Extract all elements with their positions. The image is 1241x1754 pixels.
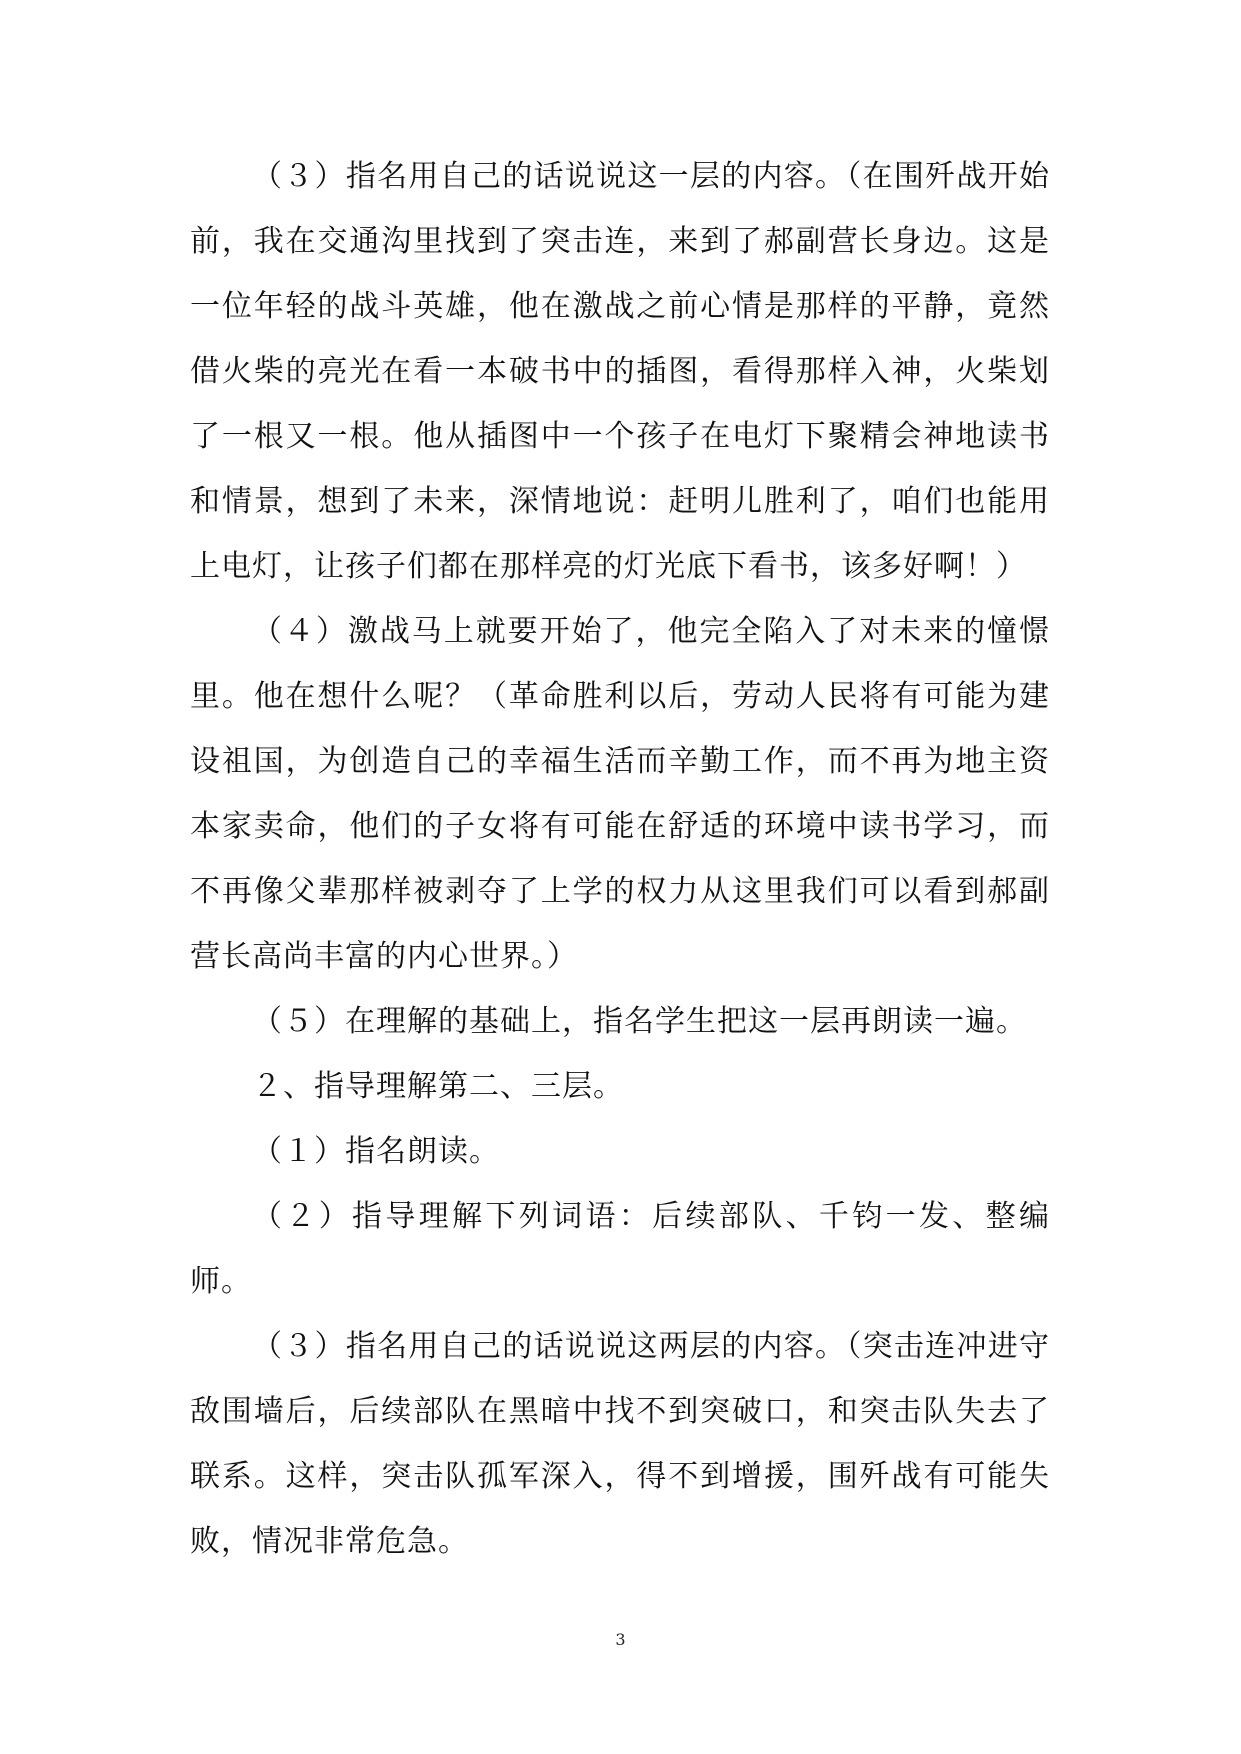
paragraph-section-2-heading: ２、指导理解第二、三层。 — [252, 1069, 624, 1104]
paragraph-step-4-thoughts: （４）激战马上就要开始了，他完全陷入了对未来的憧憬里。他在想什么呢？（革命胜利以后，劳动人民将有可能为建设祖国，为创造自己的幸福生活而辛勤工作，而不再为地主资本家卖命，他们的子女将有可能在舒适的环境中读书学习，而不再像父辈那样被剥夺了上学的权力从这里我们可以看到郝副营长高尚丰富的内心世界。） — [190, 614, 1050, 974]
paragraph-step-2-vocabulary: （２）指导理解下列词语：后续部队、千钧一发、整编师。 — [190, 1199, 1050, 1299]
paragraph-step-3-layers-summary: （３）指名用自己的话说说这两层的内容。（突击连冲进守敌围墙后，后续部队在黑暗中找不到突破口，和突击队失去了联系。这样，突击队孤军深入，得不到增援，围歼战有可能失败，情况非常危急。 — [190, 1329, 1050, 1559]
document-body — [190, 144, 1050, 1574]
page-number: 3 — [615, 1630, 626, 1649]
paragraph-step-1-reading: （１）指名朗读。 — [252, 1134, 500, 1169]
paragraph-step-3-summary: （３）指名用自己的话说说这一层的内容。（在围歼战开始前，我在交通沟里找到了突击连，来到了郝副营长身边。这是一位年轻的战斗英雄，他在激战之前心情是那样的平静，竟然借火柴的亮光在看一本破书中的插图，看得那样入神，火柴划了一根又一根。他从插图中一个孩子在电灯下聚精会神地读书和情景，想到了未来，深情地说：赶明儿胜利了，咱们也能用上电灯，让孩子们都在那样亮的灯光底下看书，该多好啊！） — [190, 159, 1050, 584]
paragraph-step-5-reading: （５）在理解的基础上，指名学生把这一层再朗读一遍。 — [252, 1004, 1027, 1039]
